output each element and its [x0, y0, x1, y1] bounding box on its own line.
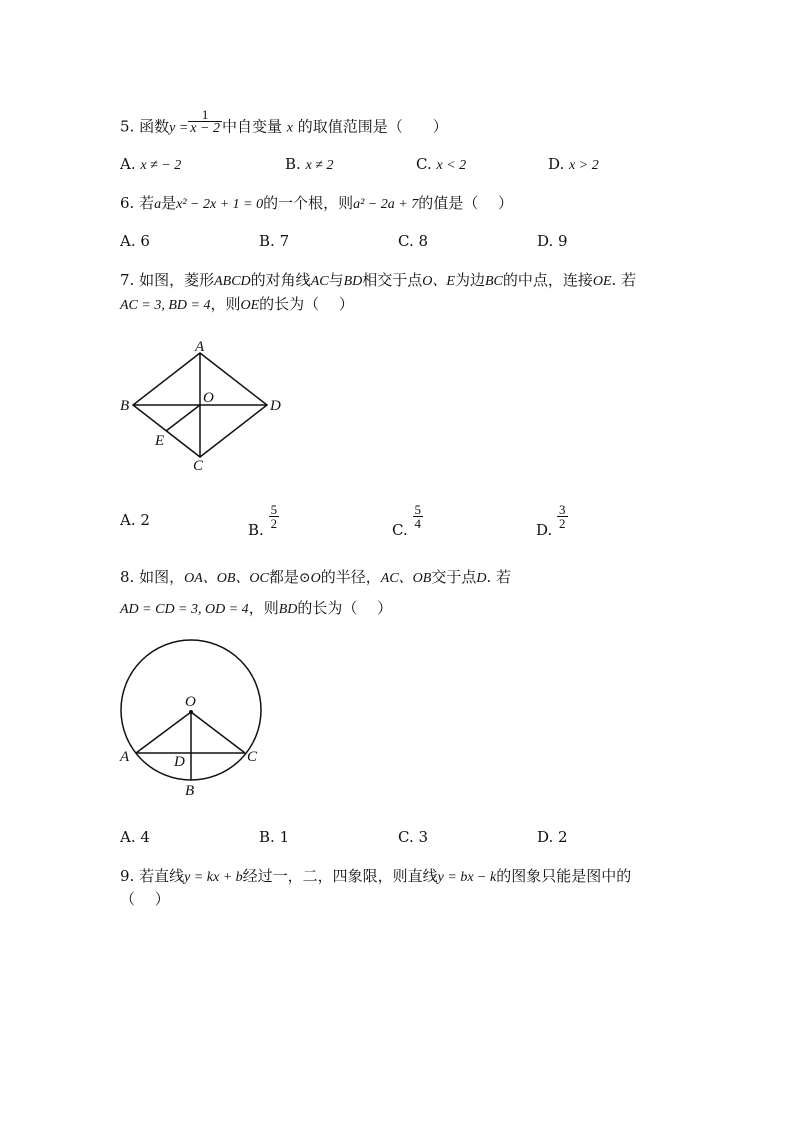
label-c: C [193, 458, 204, 474]
question-text: 中自变量 [221, 117, 282, 136]
q8-option-d[interactable]: D. 2 [537, 828, 568, 846]
label-b: B [185, 783, 195, 799]
label-a: A [120, 749, 130, 765]
question-5 [120, 107, 448, 141]
rhombus-figure [115, 335, 295, 475]
circle-figure [112, 630, 272, 805]
question-9-cont: （ ） [120, 890, 170, 908]
fraction: $\frac{5}{2}$ [270, 502, 278, 531]
question-7-cont: AC = 3, BD = 4，则OE的长为（ ） [120, 295, 354, 313]
q8-option-c[interactable]: C. 3 [398, 828, 429, 846]
label-o: O [203, 390, 214, 406]
radius-oa [136, 712, 191, 753]
q5-option-d[interactable]: D. x > 2 [548, 155, 599, 173]
question-9: 9. 若直线y = kx + b经过一，二，四象限，则直线y = bx − k的图象只能是图中的 [120, 867, 632, 885]
q6-option-a[interactable]: A. 6 [120, 232, 150, 250]
q5-option-c[interactable]: C. x < 2 [416, 155, 467, 173]
question-8: 8. 如图，OA、OB、OC都是⊙O的半径，AC、OB交于点D. 若 [120, 568, 512, 586]
question-number: 8. [120, 568, 135, 586]
label-o: O [185, 694, 196, 710]
math-var: x [286, 120, 293, 136]
question-number: 5. [120, 117, 135, 136]
q8-option-b[interactable]: B. 1 [259, 828, 290, 846]
q7-option-c[interactable]: C. $\frac{5}{4}$ [392, 502, 421, 539]
q7-option-d[interactable]: D. $\frac{3}{2}$ [536, 502, 566, 539]
label-b: B [120, 398, 130, 414]
q7-option-b[interactable]: B. $\frac{5}{2}$ [248, 502, 278, 539]
formula-lhs: y = [169, 120, 189, 136]
fraction: $\frac{5}{4}$ [414, 502, 421, 531]
segment-oe [166, 405, 200, 431]
q7-option-a[interactable]: A. 2 [120, 511, 150, 529]
label-a: A [195, 339, 205, 355]
question-number: 9. [120, 867, 135, 885]
radius-oc [191, 712, 245, 753]
q5-option-b[interactable]: B. x ≠ 2 [285, 155, 334, 173]
question-text: 函数 [139, 117, 170, 136]
q6-option-b[interactable]: B. 7 [259, 232, 290, 250]
label-d: D [270, 398, 281, 414]
question-7: 7. 如图，菱形ABCD的对角线AC与BD相交于点O、E为边BC的中点，连接OE. 若 [120, 271, 637, 289]
q8-option-a[interactable]: A. 4 [120, 828, 150, 846]
question-8-cont: AD = CD = 3, OD = 4，则BD的长为（ ） [120, 599, 393, 617]
label-e: E [155, 433, 165, 449]
q6-option-d[interactable]: D. 9 [537, 232, 568, 250]
label-d: D [174, 754, 185, 770]
center-point [189, 710, 193, 714]
formula-fraction: $\frac{1}{x - 2}$ [190, 107, 220, 136]
q6-option-c[interactable]: C. 8 [398, 232, 429, 250]
q5-option-a[interactable]: A. x ≠ − 2 [120, 155, 182, 173]
fraction: $\frac{3}{2}$ [559, 502, 566, 531]
question-6: 6. 若a是x² − 2x + 1 = 0的一个根，则a² − 2a + 7的值是（ ） [120, 194, 513, 212]
question-text: 的取值范围是（ ） [297, 117, 448, 136]
question-number: 7. [120, 271, 135, 289]
question-number: 6. [120, 194, 135, 212]
label-c: C [247, 749, 258, 765]
